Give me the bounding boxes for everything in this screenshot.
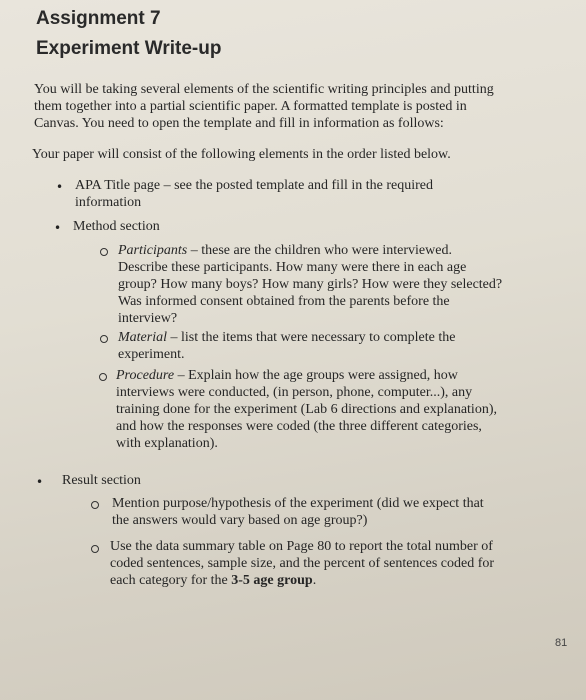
bullet-apa-title-page: [75, 177, 433, 211]
sub-item-text: Use the data summary table on Page 80 to report the total number of: [110, 539, 493, 554]
bullet-method-section: [73, 218, 160, 235]
sub-item-text: – these are the children who were interviewed.: [187, 243, 452, 258]
page-number: 81: [555, 637, 568, 649]
sub-item-text: – Explain how the age groups were assigned, how: [174, 368, 458, 383]
sub-bullet-icon: [100, 248, 108, 256]
sub-item-text: Was informed consent obtained from the parents before the: [118, 294, 450, 309]
sub-item-participants: [118, 242, 502, 327]
term-procedure: Procedure: [116, 368, 175, 383]
assignment-title: Assignment 7: [36, 8, 161, 29]
intro-paragraph: [34, 81, 524, 132]
sub-item-text: – list the items that were necessary to complete the: [167, 330, 456, 345]
bullet-text: APA Title page – see the posted template and fill in the required: [75, 178, 433, 193]
sub-item-text: interview?: [118, 311, 178, 326]
sub-bullet-icon: [91, 545, 99, 553]
sub-item-purpose: [112, 495, 484, 529]
bullet-result-section: [62, 472, 141, 489]
bullet-icon: •: [36, 475, 44, 489]
sub-item-text: Mention purpose/hypothesis of the experiment (did we expect that: [112, 496, 484, 511]
age-group-emphasis: 3-5 age group: [231, 573, 313, 588]
sub-item-text: interviews were conducted, (in person, phone, computer...), any: [116, 385, 473, 400]
section-label: Result section: [62, 473, 141, 488]
sub-item-text: experiment.: [118, 347, 185, 362]
sub-item-text: and how the responses were coded (the three different categories,: [116, 419, 482, 434]
bullet-icon: •: [54, 221, 62, 235]
section-label: Method section: [73, 219, 160, 234]
sub-item-text: with explanation).: [116, 436, 218, 451]
sub-item-text: coded sentences, sample size, and the percent of sentences coded for: [110, 556, 495, 571]
sub-item-text: group? How many boys? How many girls? How were they selected?: [118, 277, 503, 292]
sub-item-material: [118, 329, 455, 363]
sub-item-procedure: [116, 367, 497, 452]
sub-item-text: Describe these participants. How many were there in each age: [118, 260, 467, 275]
term-participants: Participants: [118, 243, 188, 258]
sub-item-text: training done for the experiment (Lab 6 directions and explanation),: [116, 402, 497, 417]
sub-bullet-icon: [100, 335, 108, 343]
term-material: Material: [118, 330, 167, 345]
intro-line: Canvas. You need to open the template and fill in information as follows:: [34, 116, 444, 131]
sub-bullet-icon: [99, 373, 107, 381]
sub-bullet-icon: [91, 501, 99, 509]
sub-item-data-summary: [110, 538, 494, 589]
summary-sentence: Your paper will consist of the following elements in the order listed below.: [32, 147, 451, 162]
intro-line: You will be taking several elements of the scientific writing principles and putting: [34, 82, 494, 97]
bullet-icon: •: [56, 180, 64, 194]
sub-item-text: the answers would vary based on age group?): [112, 513, 368, 528]
intro-line: them together into a partial scientific paper. A formatted template is posted in: [34, 99, 467, 114]
bullet-text: information: [75, 195, 142, 210]
sub-item-text: each category for the: [110, 573, 232, 588]
sub-item-text: .: [312, 573, 317, 588]
assignment-subtitle: Experiment Write-up: [36, 38, 222, 59]
